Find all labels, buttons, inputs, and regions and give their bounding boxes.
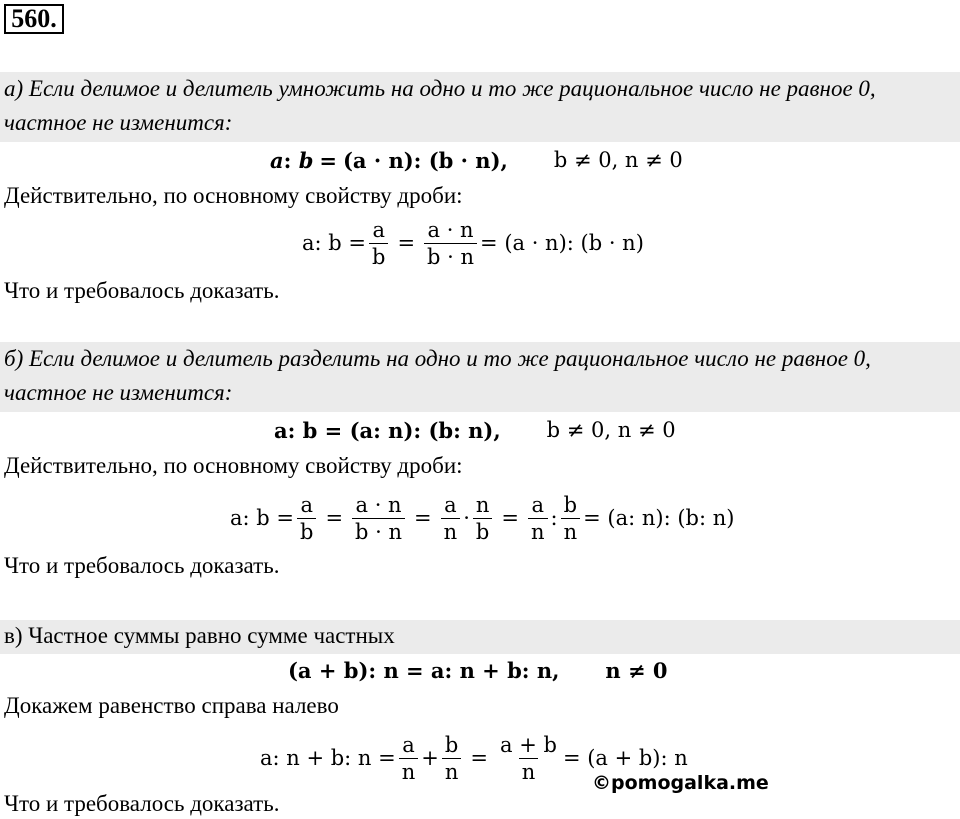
problem-number: 560.: [4, 4, 64, 34]
fraction: $\frac{a \cdot n}{b \cdot n}$: [424, 219, 477, 268]
fraction: $\frac{n}{b}$: [473, 494, 493, 543]
section-c-condition: n ≠ 0: [605, 657, 668, 683]
fraction: $\frac{a}{b}$: [297, 494, 316, 543]
section-c-conclusion: Что и требовалось доказать.: [4, 791, 280, 816]
section-b-rule: a: b = (a: n): (b: n), b ≠ 0, n ≠ 0: [274, 417, 676, 443]
fraction: $\frac{a}{n}$: [399, 734, 419, 783]
watermark: ©pomogalka.me: [592, 772, 769, 794]
fraction: $\frac{a}{b}$: [369, 219, 388, 268]
fraction: $\frac{a \cdot n}{b \cdot n}$: [352, 494, 405, 543]
fraction: $\frac{a + b}{n}$: [500, 732, 557, 784]
fraction: $\frac{b}{n}$: [561, 494, 581, 543]
section-c-proof-intro: Докажем равенство справа налево: [4, 693, 339, 718]
section-b-condition: b ≠ 0, n ≠ 0: [546, 418, 676, 442]
section-b-proof-intro: Действительно, по основному свойству дроби:: [4, 453, 463, 478]
section-a-proof-equation: a: b = $\frac{a}{b}$ = $\frac{a \cdot n}{b \cdot n}$ = (a · n): (b · n): [302, 217, 644, 269]
section-a-rule: a : b = (a · n) : (b · n) , b ≠ 0, n ≠ 0: [270, 147, 683, 173]
section-c-rule: (a + b): n = a: n + b: n, n ≠ 0: [288, 657, 668, 683]
section-a-conclusion: Что и требовалось доказать.: [4, 278, 280, 303]
fraction: $\frac{b}{n}$: [442, 734, 462, 783]
section-b-statement: б) Если делимое и делитель разделить на одно и то же рациональное число не равное 0, частное не изменится:: [4, 346, 871, 405]
section-c-proof-equation: a: n + b: n = $\frac{a}{n}$ + $\frac{b}{n}$ = $\frac{a + b}{n}$ = (a + b): n: [260, 732, 688, 784]
section-c-statement: в) Частное суммы равно сумме частных: [4, 623, 395, 648]
section-a-statement: а) Если делимое и делитель умножить на одно и то же рациональное число не равное 0, частное не изменится:: [4, 76, 876, 135]
section-b-proof-equation: a: b = $\frac{a}{b}$ = $\frac{a \cdot n}{b \cdot n}$ = $\frac{a}{n}$ · $\frac{n}{b}$ = $\frac{a}{n}$ : $\frac{b}{n}$ = (a: n): (b: n): [230, 492, 735, 544]
fraction: $\frac{a}{n}$: [528, 494, 548, 543]
section-b-conclusion: Что и требовалось доказать.: [4, 553, 280, 578]
fraction: $\frac{a}{n}$: [441, 494, 461, 543]
section-a-proof-intro: Действительно, по основному свойству дроби:: [4, 183, 463, 208]
section-a-condition: b ≠ 0, n ≠ 0: [553, 148, 683, 172]
